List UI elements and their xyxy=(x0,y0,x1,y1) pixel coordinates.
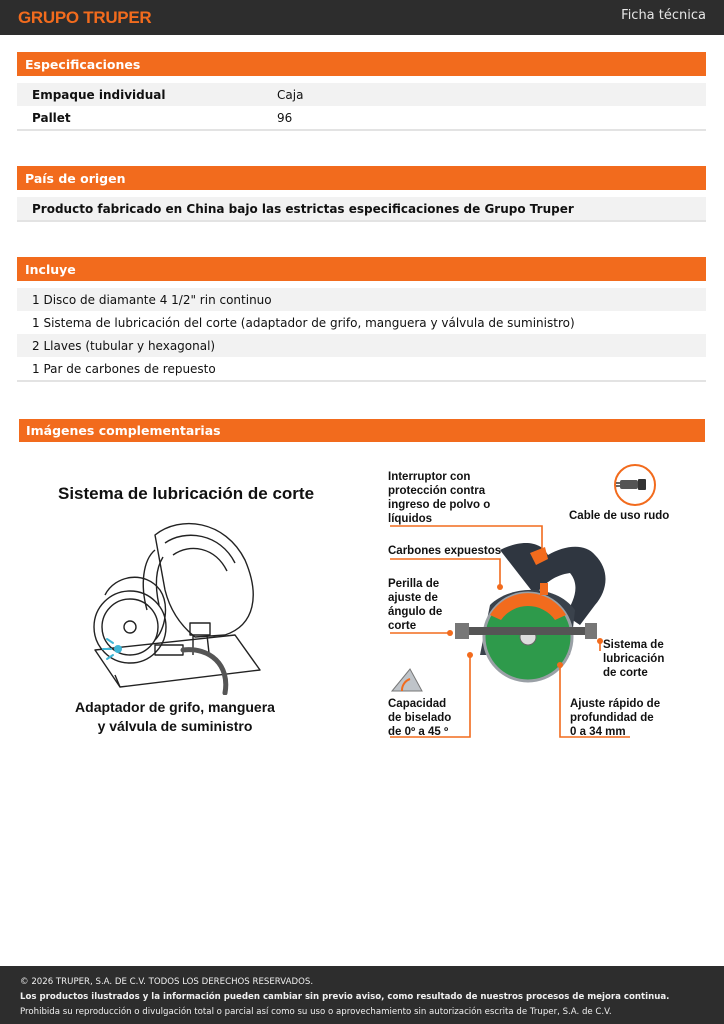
document-type: Ficha técnica xyxy=(621,8,706,23)
callout-bevel: Capacidad de biselado de 0º a 45 º xyxy=(388,698,452,738)
origin-text: Producto fabricado en China bajo las estrictas especificaciones de Grupo Truper xyxy=(32,202,574,216)
callout-depth: Ajuste rápido de profundidad de 0 a 34 mm xyxy=(570,698,661,738)
callout-brushes: Carbones expuestos xyxy=(388,545,502,557)
spec-value: Caja xyxy=(277,88,304,102)
spec-label: Pallet xyxy=(32,111,71,125)
include-item xyxy=(17,334,706,357)
include-text: 1 Par de carbones de repuesto xyxy=(32,362,216,376)
footer-prohibition: Prohibida su reproducción o divulgación total o parcial así como su uso o aprovechamiento sin autorización escrita de Truper, S.A. de C.V. xyxy=(20,1007,612,1017)
spec-label: Empaque individual xyxy=(32,88,166,102)
includes-header: Incluye xyxy=(17,257,706,281)
specs-header: Especificaciones xyxy=(17,52,706,76)
include-text: 1 Sistema de lubricación del corte (adaptador de grifo, manguera y válvula de suministro) xyxy=(32,316,575,330)
origin-header: País de origen xyxy=(17,166,706,190)
brand-logo: GRUPO TRUPER xyxy=(18,8,152,27)
lube-panel-title: Sistema de lubricación de corte xyxy=(58,484,315,503)
lube-panel-caption: Adaptador de grifo, manguera y válvula de suministro xyxy=(75,699,275,734)
footer xyxy=(0,966,724,1024)
spec-row xyxy=(17,106,706,129)
divider xyxy=(17,220,706,222)
footer-copyright: © 2026 TRUPER, S.A. DE C.V. TODOS LOS DERECHOS RESERVADOS. xyxy=(20,977,314,987)
callout-knob: Perilla de ajuste de ángulo de corte xyxy=(388,578,443,632)
saw-line-drawing xyxy=(85,515,275,695)
footer-notice: Los productos ilustrados y la información pueden cambiar sin previo aviso, como resultado de nuestros procesos de mejora continua. xyxy=(20,992,670,1002)
include-text: 2 Llaves (tubular y hexagonal) xyxy=(32,339,216,353)
images-header: Imágenes complementarias xyxy=(19,419,705,442)
callout-lube: Sistema de lubricación de corte xyxy=(603,639,665,679)
include-item xyxy=(17,288,706,311)
callout-switch: Interruptor con protección contra ingreso de polvo o líquidos xyxy=(388,471,491,525)
include-item xyxy=(17,357,706,380)
origin-row xyxy=(17,197,706,220)
divider xyxy=(17,380,706,382)
include-item xyxy=(17,311,706,334)
include-text: 1 Disco de diamante 4 1/2" rin continuo xyxy=(32,293,272,307)
callout-cable: Cable de uso rudo xyxy=(569,510,670,522)
spec-value: 96 xyxy=(277,111,293,125)
divider xyxy=(17,129,706,131)
spec-row xyxy=(17,83,706,106)
top-bar xyxy=(0,0,724,35)
